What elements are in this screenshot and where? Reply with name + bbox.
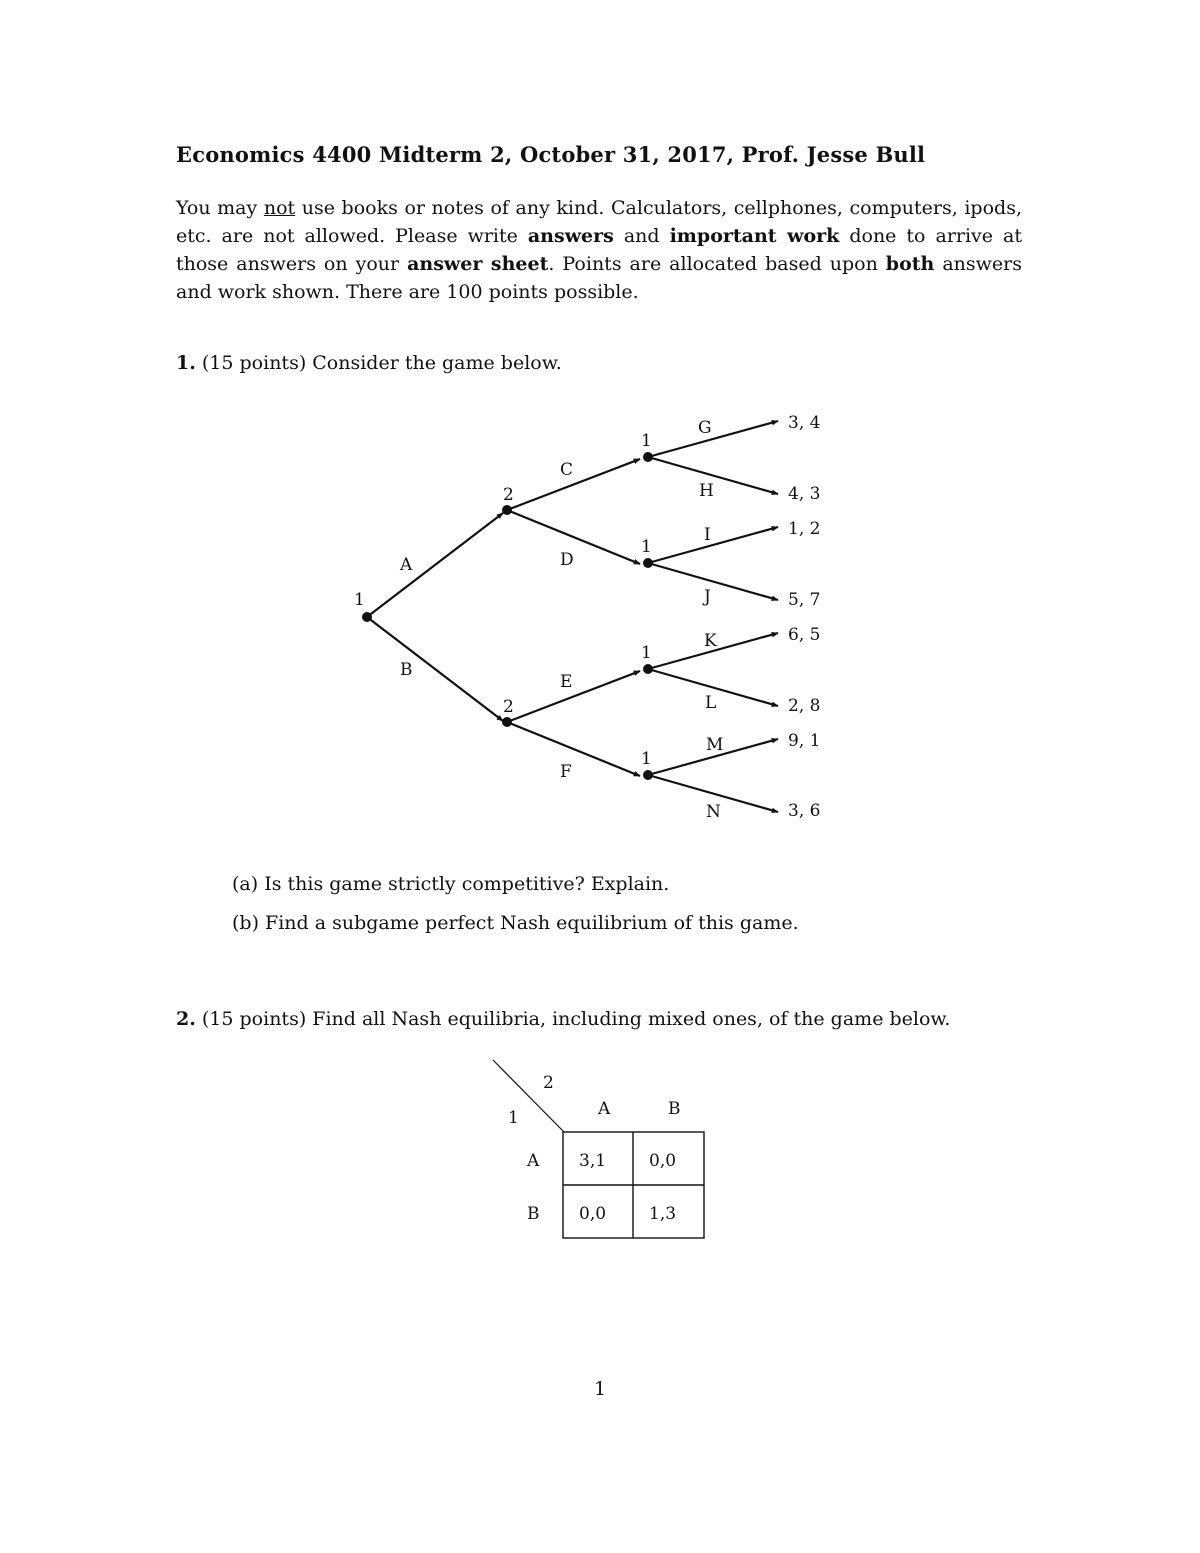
instructions-answers-bold: answers (527, 225, 614, 247)
payoff-H: 4, 3 (788, 484, 821, 504)
branch-F (507, 722, 640, 776)
node-1-cg (643, 452, 653, 462)
instructions (176, 194, 1022, 306)
payoff-N: 3, 6 (788, 801, 821, 821)
game-tree (0, 400, 1200, 840)
matrix-row-player-label: 1 (508, 1108, 519, 1128)
player-label-2-upper: 2 (503, 485, 514, 505)
matrix-col-player-label: 2 (543, 1073, 554, 1093)
action-label-D: D (560, 550, 574, 570)
payoff-matrix (0, 1050, 1200, 1250)
action-label-B: B (400, 660, 413, 680)
page-title: Economics 4400 Midterm 2, October 31, 2017, Prof. Jesse Bull (176, 142, 926, 167)
matrix-cell-AB: 0,0 (649, 1151, 677, 1171)
action-label-C: C (560, 460, 574, 480)
player-label-2-lower: 2 (503, 697, 514, 717)
player-label-1-cg: 1 (641, 431, 652, 451)
branch-E (507, 671, 640, 722)
action-label-J: J (704, 587, 711, 607)
action-label-L: L (705, 693, 717, 713)
action-label-G: G (698, 418, 712, 438)
matrix-col-label-B: B (668, 1099, 681, 1119)
node-2-lower (502, 717, 512, 727)
question-1-number: 1. (176, 352, 196, 374)
player-label-1-ek: 1 (641, 643, 652, 663)
page-number: 1 (593, 1378, 607, 1400)
question-1b-text: Find a subgame perfect Nash equilibrium of this game. (259, 912, 799, 934)
matrix-cell-BB: 1,3 (649, 1204, 677, 1224)
payoff-M: 9, 1 (788, 731, 821, 751)
instructions-text: You may (176, 197, 264, 219)
question-2 (176, 1008, 950, 1030)
matrix-cell-BA: 0,0 (579, 1204, 607, 1224)
branch-C (507, 459, 640, 510)
matrix-row-label-B: B (527, 1204, 540, 1224)
matrix-row-label-A: A (527, 1151, 540, 1171)
branch-A (367, 513, 503, 617)
action-label-M: M (706, 735, 724, 755)
question-1a-text: Is this game strictly competitive? Explain. (258, 873, 670, 895)
instructions-text: . Points are allocated based upon (548, 253, 886, 275)
node-1-ek (643, 664, 653, 674)
node-1-fm (643, 770, 653, 780)
player-label-1-fm: 1 (641, 749, 652, 769)
instructions-text: answers and work shown. There are 100 points possible. (176, 253, 1022, 303)
payoff-G: 3, 4 (788, 413, 821, 433)
payoff-J: 5, 7 (788, 590, 821, 610)
action-label-E: E (560, 672, 573, 692)
matrix-cell-AA: 3,1 (579, 1151, 607, 1171)
instructions-not-underlined: not (263, 197, 296, 219)
player-label-1-dj: 1 (641, 537, 652, 557)
action-label-F: F (560, 762, 572, 782)
instructions-text: use books or notes of any kind. Calculators, cellphones, computers, ipods, etc. are not allowed. Please write (176, 197, 1022, 247)
question-1b (232, 912, 799, 934)
question-2-number: 2. (176, 1008, 196, 1030)
payoff-K: 6, 5 (788, 625, 821, 645)
matrix-col-label-A: A (598, 1099, 611, 1119)
payoff-L: 2, 8 (788, 696, 821, 716)
question-2-text: (15 points) Find all Nash equilibria, including mixed ones, of the game below. (195, 1008, 951, 1030)
matrix-diagonal-divider (493, 1060, 564, 1132)
question-1a (232, 873, 669, 895)
payoff-I: 1, 2 (788, 519, 821, 539)
question-1-text: (15 points) Consider the game below. (195, 352, 562, 374)
question-1a-label: (a) (232, 873, 259, 895)
instructions-text: and (613, 225, 670, 247)
instructions-answer-sheet-bold: answer sheet (407, 253, 549, 275)
instructions-text: done to arrive at those answers on your (176, 225, 1023, 275)
player-label-root: 1 (354, 590, 365, 610)
node-1-dj (643, 558, 653, 568)
node-root (362, 612, 372, 622)
action-label-N: N (706, 802, 721, 822)
action-label-I: I (704, 525, 711, 545)
branch-I (648, 527, 778, 563)
branch-J (648, 563, 778, 600)
instructions-important-work-bold: important work (669, 225, 840, 247)
branch-B (367, 617, 503, 721)
question-1b-label: (b) (232, 912, 259, 934)
instructions-both-bold: both (885, 253, 935, 275)
question-1 (176, 352, 562, 374)
action-label-K: K (704, 631, 717, 651)
branch-G (648, 421, 778, 457)
action-label-A: A (400, 555, 413, 575)
node-2-upper (502, 505, 512, 515)
action-label-H: H (699, 481, 714, 501)
